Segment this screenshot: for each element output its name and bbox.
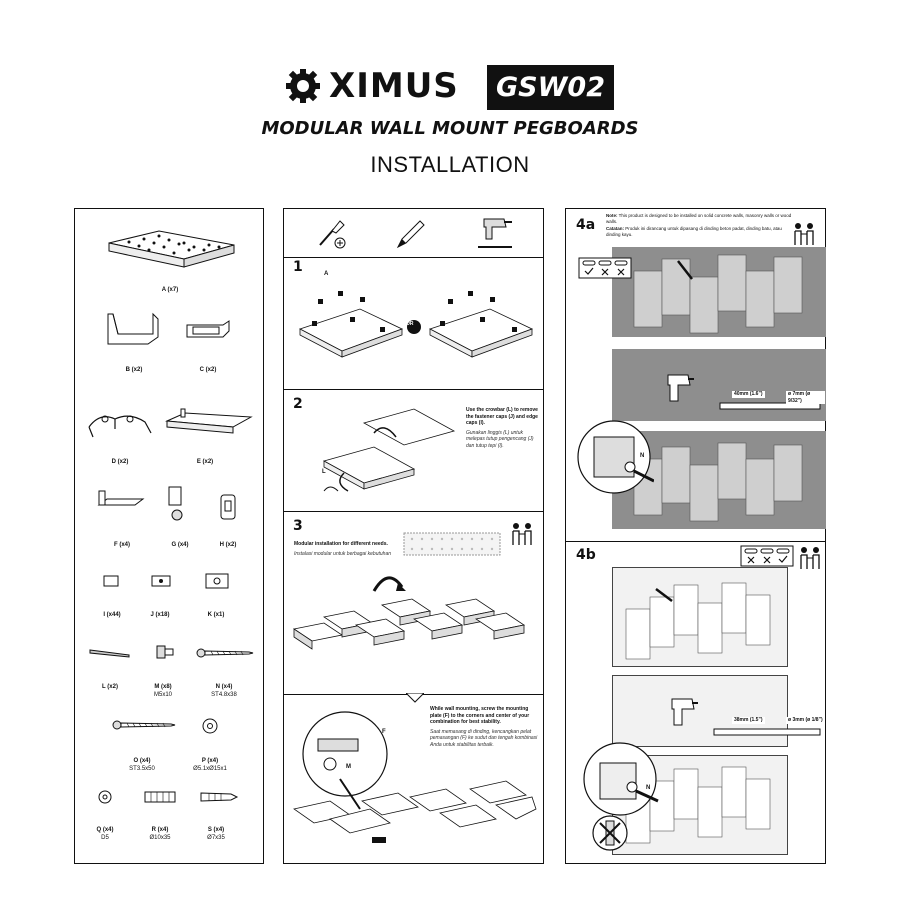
part-label-l: L (x2) xyxy=(102,684,118,690)
two-person-icon xyxy=(792,221,816,247)
divider xyxy=(284,511,543,512)
part-label-o: O (x4) ST3.5x50 xyxy=(129,758,155,772)
connector-part-icon xyxy=(203,571,231,591)
drill-icon xyxy=(474,213,516,253)
step-4b-part-n: N xyxy=(646,785,651,791)
part-label-n: N (x4) ST4.8x38 xyxy=(211,684,237,698)
wall-type-selector xyxy=(578,257,632,279)
drill-size-label: ø 3mm (ø 1/8") xyxy=(788,717,823,723)
step-3b-part-f: F xyxy=(382,729,386,735)
pegboard-part-icon xyxy=(99,223,239,273)
step-2-part-l: L xyxy=(322,469,326,475)
or-badge: OR xyxy=(406,321,414,327)
drill-icon xyxy=(662,365,696,407)
two-person-icon xyxy=(798,545,822,571)
step-2-number: 2 xyxy=(293,396,303,412)
part-label-r: R (x4) Ø10x35 xyxy=(149,827,171,841)
step-1-number: 1 xyxy=(293,259,303,275)
wall-pegboard-layout xyxy=(626,435,822,525)
drill-depth-label: 40mm (1.6") xyxy=(734,391,763,397)
part-label-c: C (x2) xyxy=(199,367,217,373)
screwdriver-icon xyxy=(314,217,350,251)
wall-pegboard-layout xyxy=(622,571,788,663)
hook-part-icon xyxy=(85,407,155,441)
step-4a-part-n: N xyxy=(640,453,645,459)
step-4a-caution: Catatan: Produk ini dirancang untuk dipasang di dinding beton padat, dinding batu, atau dinding kayu. xyxy=(606,226,782,237)
step-1-part-a: A xyxy=(324,271,329,277)
small-washer-icon xyxy=(97,789,113,805)
page-title: MODULAR WALL MOUNT PEGBOARDS xyxy=(261,118,639,139)
shelf-bracket-icon xyxy=(103,309,163,347)
bracket-part-icon xyxy=(217,491,239,523)
part-label-f: F (x4) xyxy=(113,542,130,548)
washer-icon xyxy=(201,717,219,735)
clip-part-icon xyxy=(165,483,189,523)
divider xyxy=(566,541,825,542)
part-label-a: A (x7) xyxy=(161,287,179,293)
step-3-illustration xyxy=(290,593,540,673)
part-label-p: P (x4) Ø5.1xØ15x1 xyxy=(193,758,227,772)
long-screw-icon xyxy=(111,719,177,731)
fastener-cap-icon xyxy=(149,573,173,589)
mounting-plate-icon xyxy=(95,489,147,513)
anchor-plug-icon xyxy=(141,787,181,807)
drill-depth-label: 38mm (1.5") xyxy=(734,717,763,723)
step-3-number: 3 xyxy=(293,518,303,534)
pointer-notch-icon xyxy=(406,693,424,703)
part-label-q: Q (x4) D5 xyxy=(96,827,114,841)
wall-pegboard-layout xyxy=(626,249,822,335)
brand-name: XIMUS xyxy=(329,66,459,106)
part-label-g: G (x4) xyxy=(171,542,189,548)
step-4a-number: 4a xyxy=(576,217,596,233)
part-label-e: E (x2) xyxy=(196,459,214,465)
steps-panel xyxy=(283,208,544,864)
step-3b-part-m: M xyxy=(346,764,351,770)
part-label-i: I (x44) xyxy=(103,612,121,618)
two-person-icon xyxy=(510,521,534,547)
part-label-b: B (x2) xyxy=(125,367,143,373)
machine-screw-icon xyxy=(155,643,175,661)
step-2-illustration xyxy=(304,403,464,503)
part-label-j: J (x18) xyxy=(150,612,170,618)
parts-panel xyxy=(74,208,264,864)
drill-bit-icon xyxy=(712,725,822,739)
wall-type-selector xyxy=(740,545,794,567)
page-subtitle: INSTALLATION xyxy=(370,152,530,177)
step-3b-illustration xyxy=(290,709,538,859)
gear-icon xyxy=(285,69,321,103)
wood-screw-icon xyxy=(195,647,255,659)
brand-logo xyxy=(285,66,475,106)
rotate-arrow-icon xyxy=(368,569,408,595)
tray-part-icon xyxy=(163,407,255,437)
divider xyxy=(284,257,543,258)
holder-part-icon xyxy=(183,317,233,343)
step-4-panel xyxy=(565,208,826,864)
step-3-instructions: Modular installation for different needs. Instalasi modular untuk berbagai kebutuhan xyxy=(294,541,392,557)
part-label-h: H (x2) xyxy=(219,542,237,548)
detail-magnifier xyxy=(580,739,660,819)
step-4a-note: Note: This product is designed to be installed on solid concrete walls, masonry walls or wood walls. xyxy=(606,213,792,224)
drill-icon xyxy=(666,689,700,731)
part-label-k: K (x1) xyxy=(207,612,225,618)
no-anchor-icon xyxy=(590,813,630,853)
edge-cap-icon xyxy=(101,573,121,589)
model-badge: GSW02 xyxy=(487,65,614,110)
crowbar-icon xyxy=(87,646,133,660)
pegboard-strip-illustration xyxy=(402,529,502,559)
divider xyxy=(284,389,543,390)
tools-row xyxy=(284,209,543,257)
pencil-icon xyxy=(392,217,428,251)
part-label-s: S (x4) Ø7x35 xyxy=(207,827,225,841)
step-1-illustration xyxy=(290,269,540,379)
drill-size-label: ø 7mm (ø 9/32") xyxy=(786,391,825,404)
step-4b-number: 4b xyxy=(576,547,596,563)
part-label-m: M (x8) M5x10 xyxy=(153,684,172,698)
step-2-instructions: Use the crowbar (L) to remove the fastener caps (J) and edge caps (I). Gunakan linggis (L) untuk melepas tutup pengencang (J) dan tutup tepi (I). xyxy=(466,407,538,449)
step-3b-instructions: While wall mounting, screw the mounting plate (F) to the corners and center of your combination for best stability. Saat memasang di dinding, kencangkan pelat pemasangan (F) ke sudut dan tengah kombinasi Anda untuk stabilitas terbaik. xyxy=(430,706,538,748)
part-label-d: D (x2) xyxy=(111,459,129,465)
wall-plug-icon xyxy=(197,787,241,807)
